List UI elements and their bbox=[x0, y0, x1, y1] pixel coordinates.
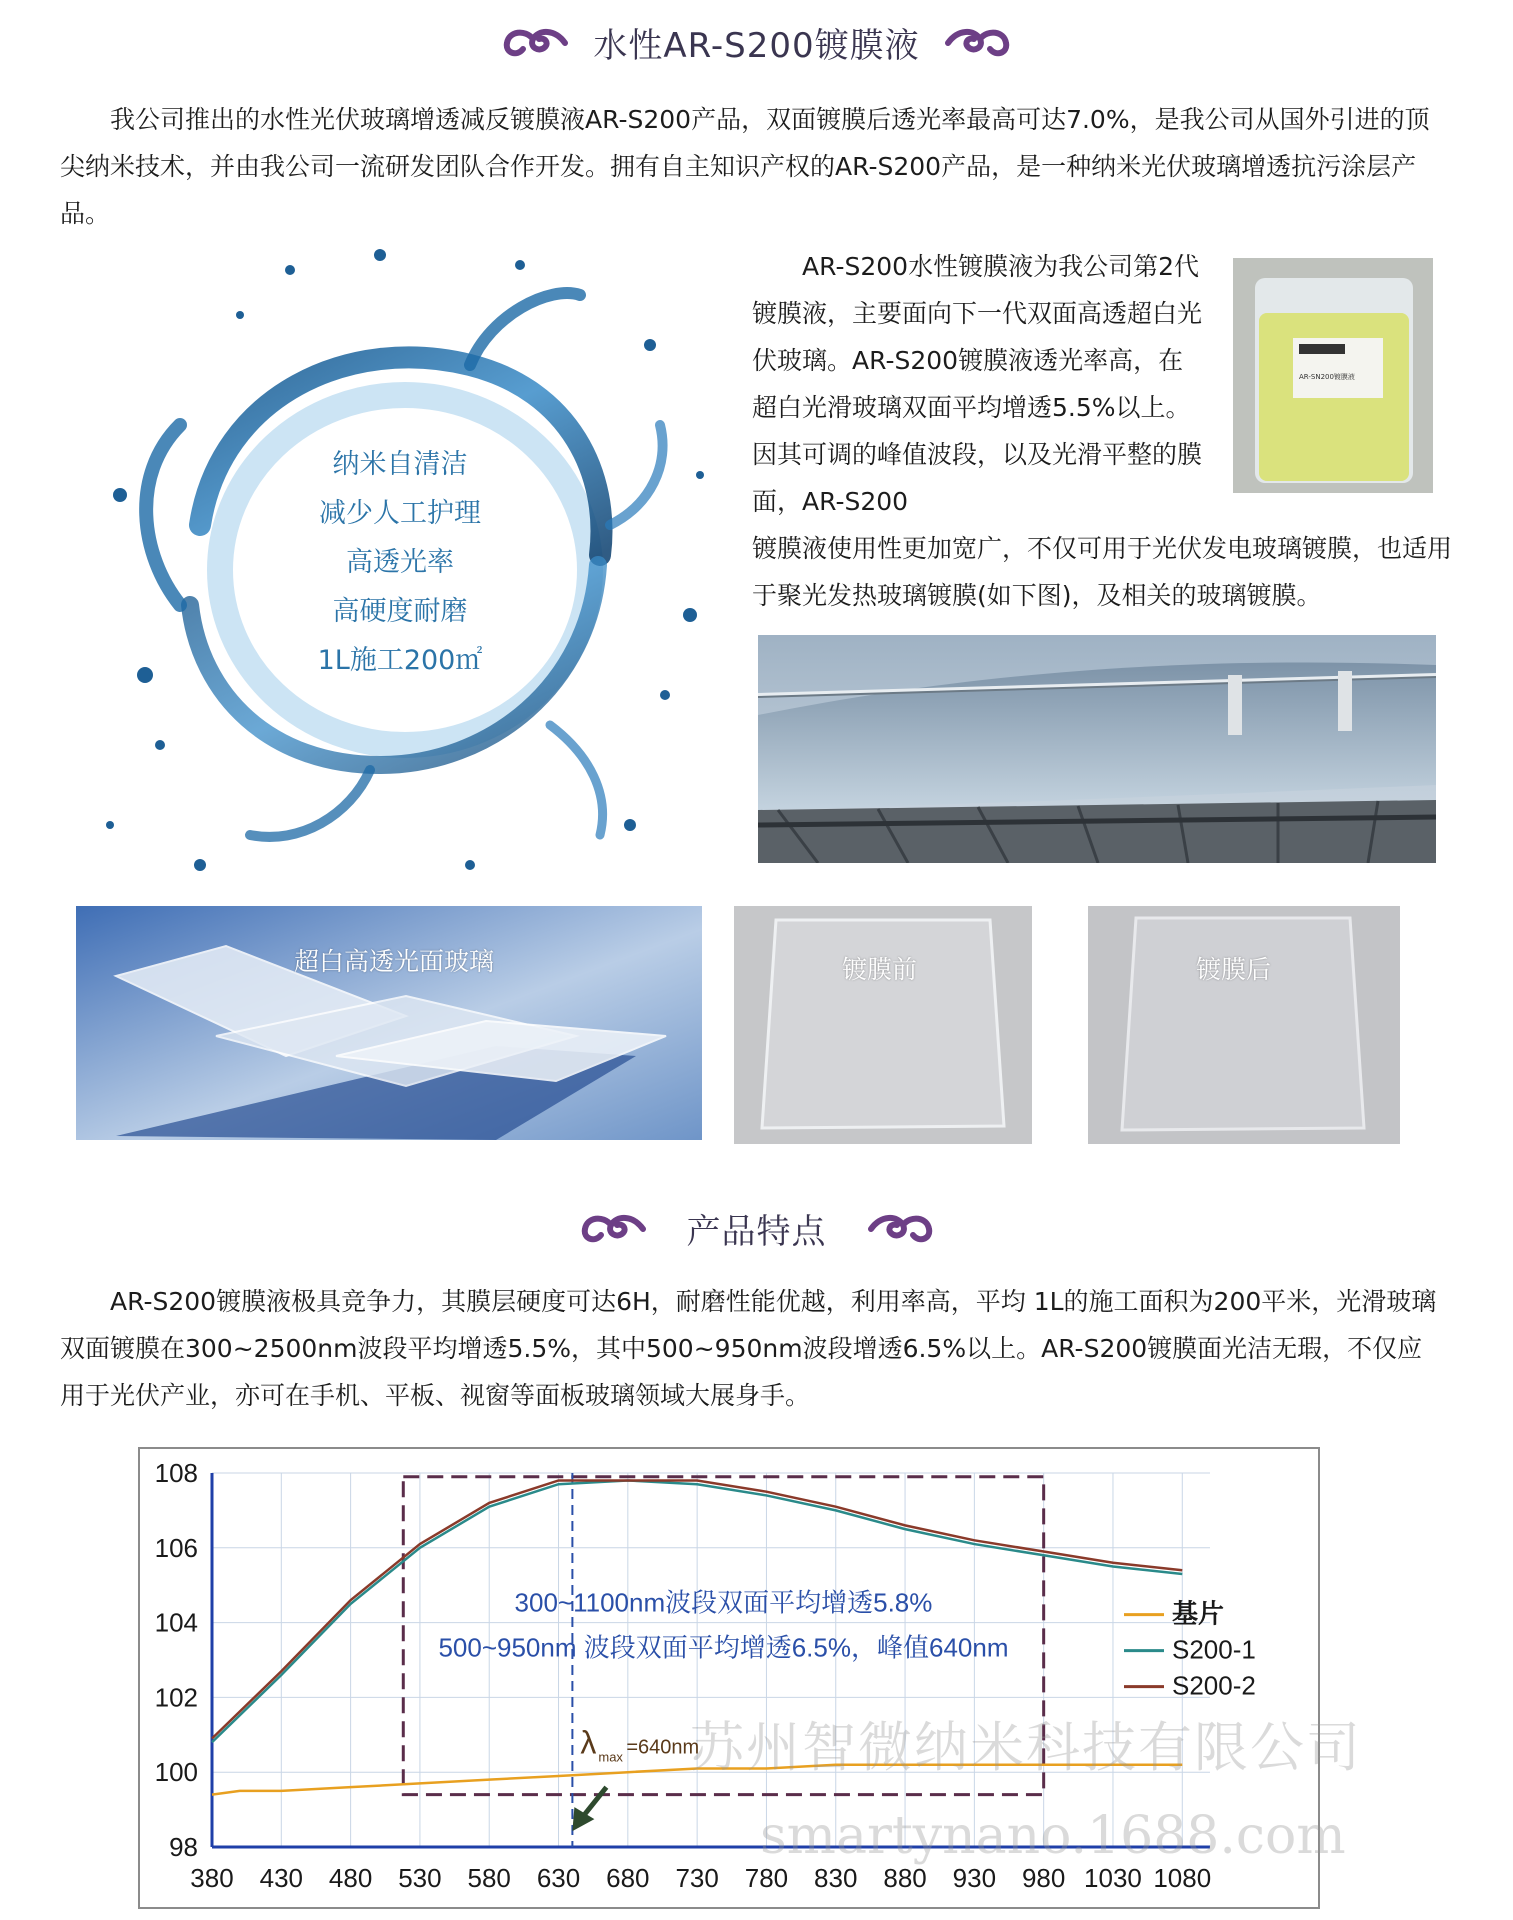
after-coating-photo bbox=[1088, 906, 1400, 1144]
x-tick-label: 930 bbox=[952, 1863, 997, 1893]
x-tick-label: 780 bbox=[744, 1863, 789, 1893]
splash-feature-list bbox=[300, 440, 500, 685]
x-tick-label: 430 bbox=[259, 1863, 304, 1893]
y-tick-label: 102 bbox=[154, 1682, 198, 1713]
features-paragraph: AR-S200镀膜液极具竞争力，其膜层硬度可达6H，耐磨性能优越，利用率高，平均 1L的施工面积为200平米，光滑玻璃双面镀膜在300~2500nm波段平均增透5.5%，其中500~950nm波段增透6.5%以上。AR-S200镀膜面光洁无瑕，不仅应用于光伏产业，亦可在手机、平板、视窗等面板玻璃领域大展身手。 bbox=[60, 1287, 1437, 1410]
peak-label-value: =640nm bbox=[626, 1736, 700, 1759]
before-coating-label: 镀膜前 bbox=[842, 955, 918, 984]
x-tick-label: 830 bbox=[814, 1863, 858, 1893]
solar-concentrator-photo bbox=[758, 635, 1436, 863]
peak-label-sub: max bbox=[598, 1749, 623, 1765]
description-paragraph-bottom: 镀膜液使用性更加宽广，不仅可用于光伏发电玻璃镀膜，也适用于聚光发热玻璃镀膜(如下图)，及相关的玻璃镀膜。 bbox=[752, 534, 1453, 610]
swirl-ornament-right-icon bbox=[944, 25, 1014, 61]
beaker-label: AR-SN200镀膜液 bbox=[1299, 373, 1355, 381]
solar-trough-illustration bbox=[758, 635, 1436, 863]
ultra-white-glass-photo bbox=[76, 906, 702, 1140]
x-tick-label: 980 bbox=[1021, 1863, 1066, 1893]
legend-label-0: 基片 bbox=[1172, 1598, 1225, 1629]
company-watermark: 苏州智微纳米科技有限公司 bbox=[690, 1716, 1362, 1779]
site-watermark: smartynano.1688.com bbox=[760, 1806, 1346, 1866]
x-tick-label: 580 bbox=[467, 1863, 511, 1893]
feature-item: 纳米自清洁 bbox=[332, 449, 468, 480]
ultra-white-glass-label: 超白高透光面玻璃 bbox=[294, 947, 495, 976]
feature-item: 1L施工200㎡ bbox=[317, 645, 483, 676]
swirl-ornament-left-icon bbox=[577, 1211, 647, 1247]
features-title: 产品特点 bbox=[686, 1212, 827, 1252]
y-tick-label: 98 bbox=[169, 1832, 198, 1862]
legend-label-1: S200-1 bbox=[1172, 1634, 1256, 1665]
peak-arrow-head bbox=[572, 1807, 594, 1831]
page-title: 水性AR-S200镀膜液 bbox=[593, 26, 920, 66]
before-coating-photo bbox=[734, 906, 1032, 1144]
description-paragraph-top: AR-S200水性镀膜液为我公司第2代镀膜液，主要面向下一代双面高透超白光伏玻璃。AR-S200镀膜液透光率高，在超白光滑玻璃双面平均增透5.5%以上。因其可调的峰值波段，以及光滑平整的膜面，AR-S200 bbox=[752, 252, 1203, 516]
after-coating-label: 镀膜后 bbox=[1196, 955, 1272, 984]
glass-sample-after-illustration bbox=[1088, 906, 1400, 1144]
y-tick-label: 108 bbox=[154, 1458, 198, 1488]
swirl-ornament-right-icon bbox=[867, 1211, 937, 1247]
legend-label-2: S200-2 bbox=[1172, 1670, 1256, 1701]
section-heading-1 bbox=[0, 18, 1513, 67]
section-heading-2 bbox=[0, 1204, 1513, 1253]
x-tick-label: 880 bbox=[883, 1863, 927, 1893]
beaker-photo bbox=[1233, 258, 1433, 493]
x-tick-label: 380 bbox=[190, 1863, 234, 1893]
x-tick-label: 530 bbox=[398, 1863, 442, 1893]
y-tick-label: 100 bbox=[154, 1757, 198, 1788]
feature-item: 高硬度耐磨 bbox=[332, 596, 468, 627]
feature-item: 减少人工护理 bbox=[319, 498, 481, 529]
peak-label-lambda: λ bbox=[580, 1724, 597, 1761]
feature-item: 高透光率 bbox=[346, 547, 454, 578]
x-tick-label: 730 bbox=[675, 1863, 719, 1893]
intro-paragraph: 我公司推出的水性光伏玻璃增透减反镀膜液AR-S200产品，双面镀膜后透光率最高可达7.0%，是我公司从国外引进的顶尖纳米技术，并由我公司一流研发团队合作开发。拥有自主知识产权的AR-S200产品，是一种纳米光伏玻璃增透抗污涂层产品。 bbox=[60, 105, 1430, 228]
peak-arrow-shaft bbox=[582, 1787, 606, 1817]
x-tick-label: 1080 bbox=[1153, 1863, 1212, 1893]
x-tick-label: 1030 bbox=[1084, 1863, 1142, 1893]
swirl-ornament-left-icon bbox=[499, 25, 569, 61]
glass-sample-before-illustration bbox=[734, 906, 1032, 1144]
band-annotation-2: 500~950nm 波段双面平均增透6.5%，峰值640nm bbox=[438, 1632, 1009, 1663]
band-annotation-1: 300~1100nm波段双面平均增透5.8% bbox=[514, 1587, 933, 1618]
x-tick-label: 630 bbox=[536, 1863, 581, 1893]
x-tick-label: 680 bbox=[606, 1863, 650, 1893]
x-tick-label: 480 bbox=[328, 1863, 373, 1893]
y-tick-label: 106 bbox=[154, 1532, 198, 1563]
y-tick-label: 104 bbox=[154, 1607, 198, 1638]
